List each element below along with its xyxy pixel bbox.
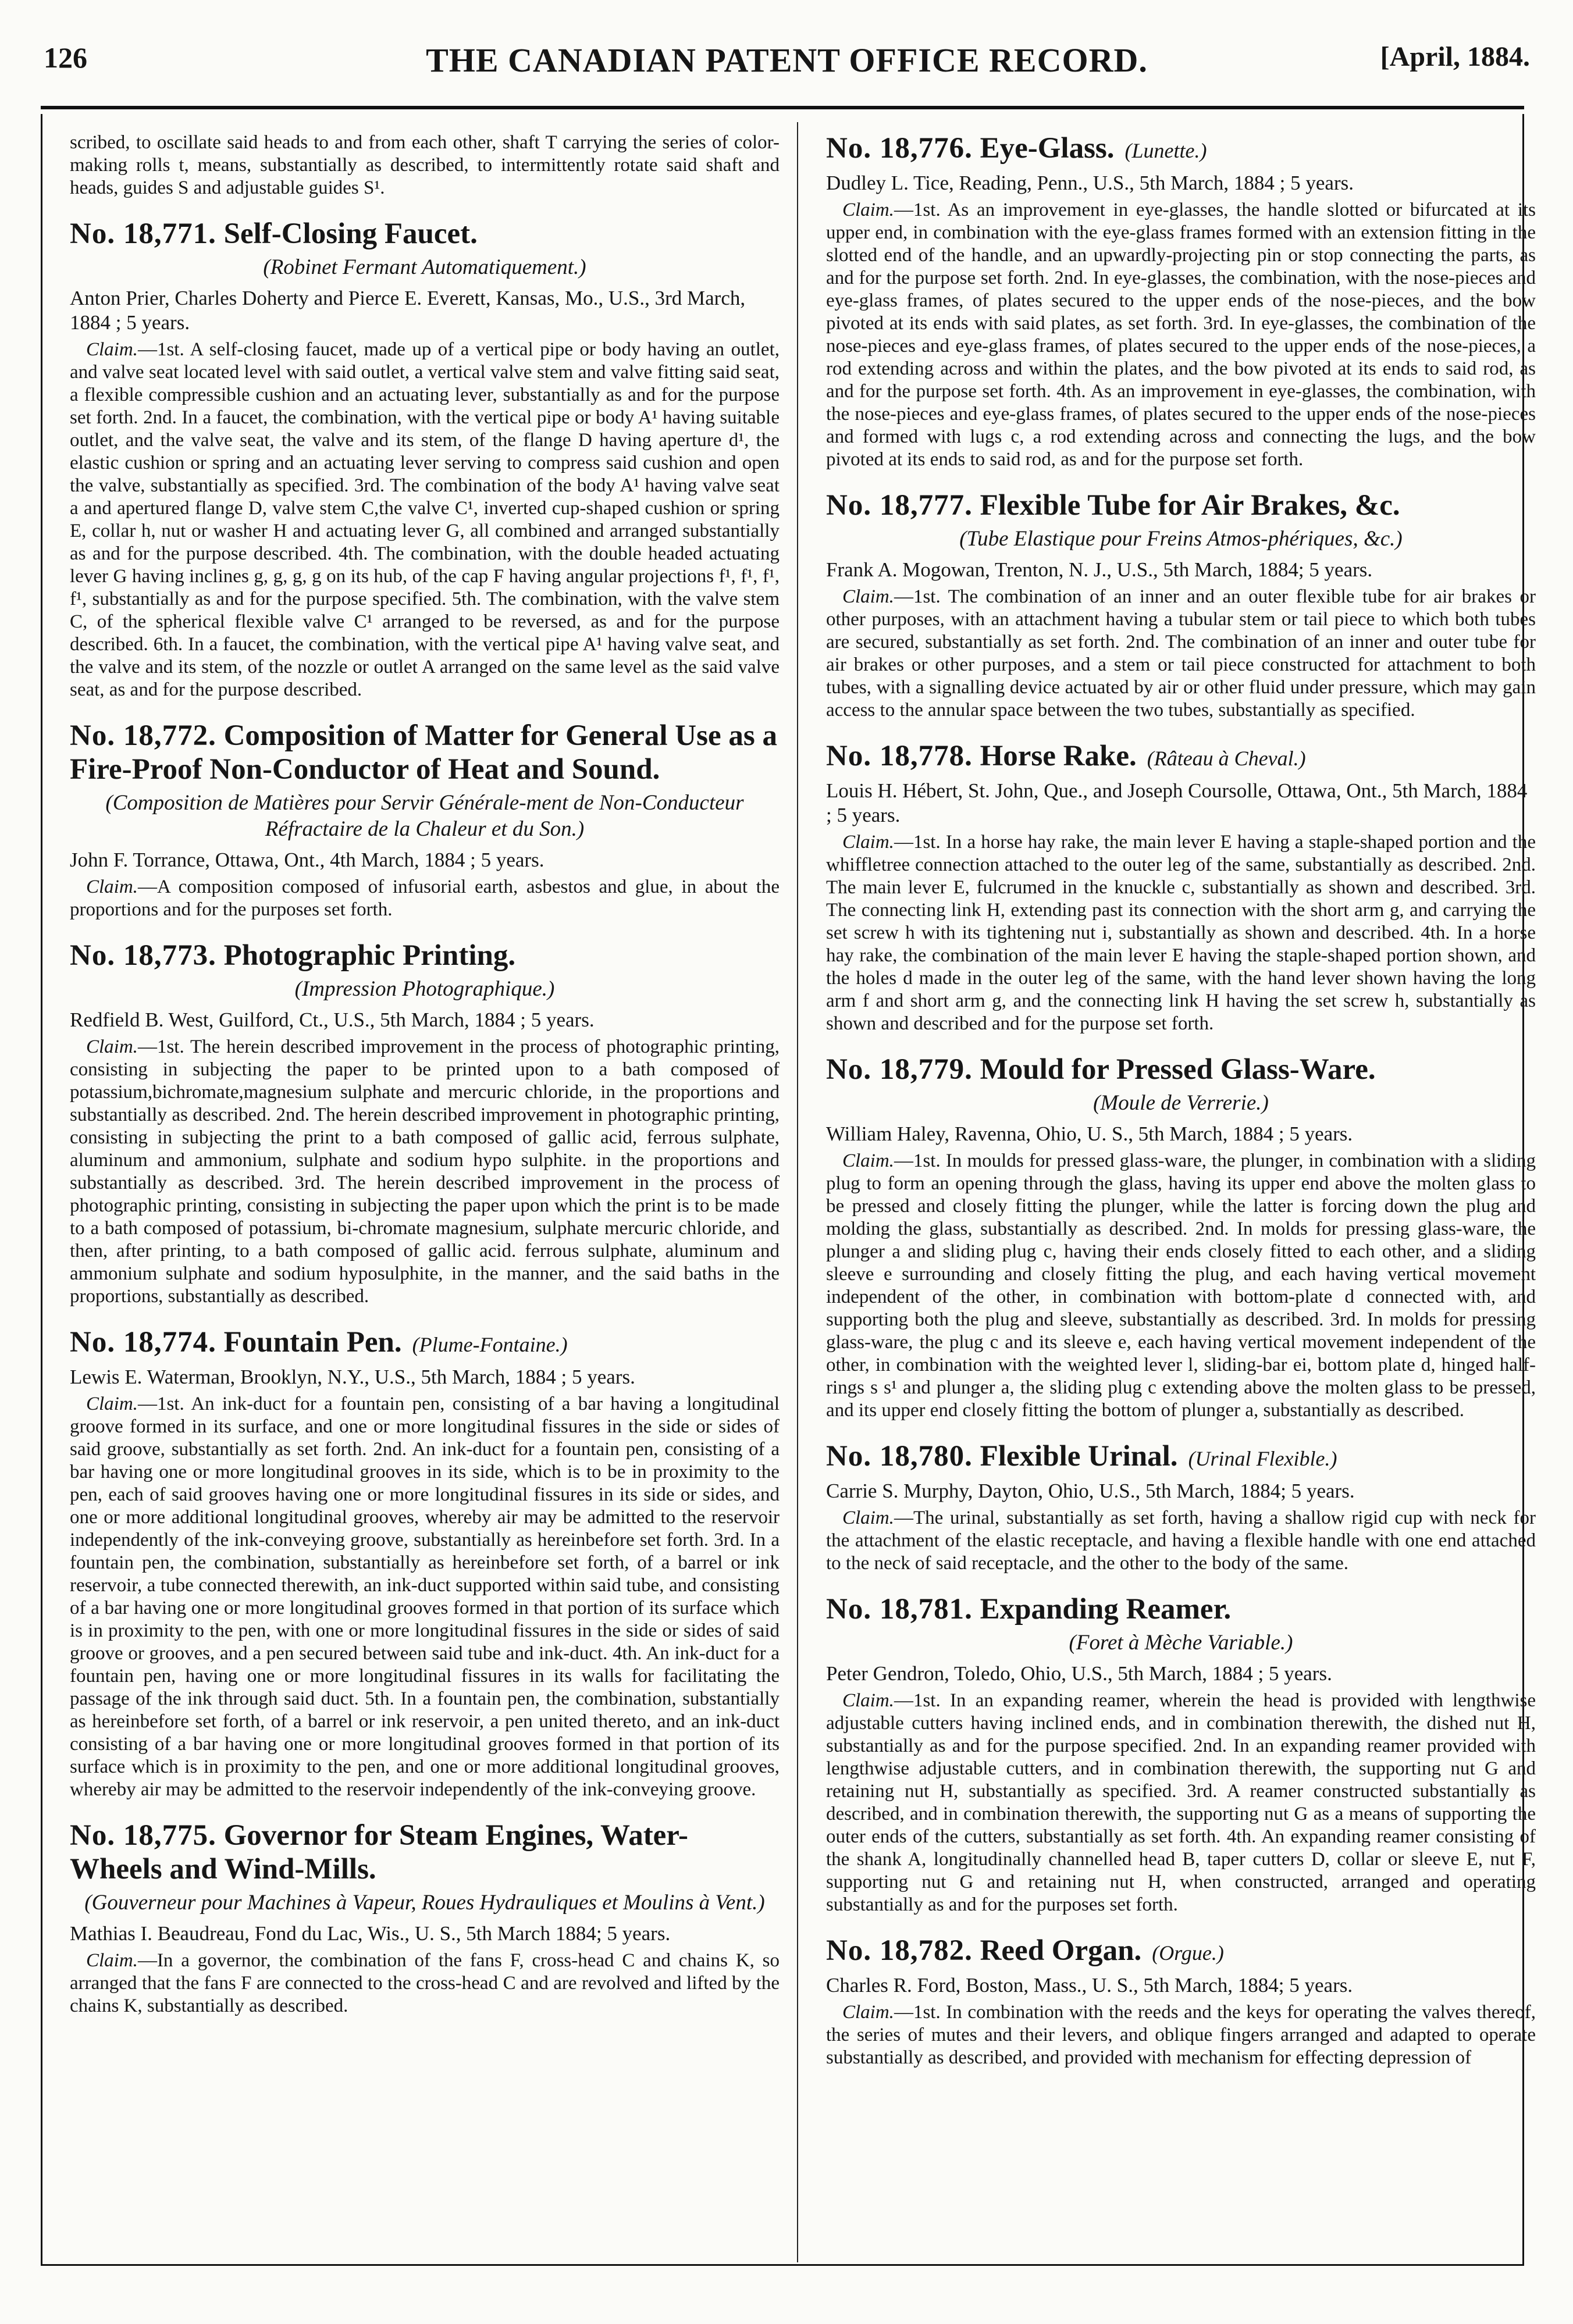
claim-body: —1st. In moulds for pressed glass-ware, the plunger, in combination with a sliding plug to form an opening through the glass, having its upper end above the molten glass to be pressed and closely fitting the plunger, while the latter is forcing down the plug and molding the glass, substantially as described. 2nd. In molds for pressing glass-ware, the plunger a and sliding plug c, having their ends closely fitted to each other, and a sliding sleeve e surrounding and closely fitting the plug, and each having vertical movement independent of the other, in combination with bottom-plate d connected with, and supporting both the plug and sleeve, substantially as described. 3rd. In molds for pressing glass-ware, the plug c and its sleeve e, each having vertical movement independent of the other, in combination with the weighted lever l, sliding-bar ei, bottom plate d, hinged half-rings s s¹ and plunger a, the sliding plug c extending above the molten glass to be pressed, and its upper end closely fitting the bottom of plunger a, substantially as described. — [826, 1150, 1536, 1421]
patent-entry — [826, 1439, 1536, 1575]
patent-entry — [826, 131, 1536, 471]
claim-body: —1st. In an expanding reamer, wherein the head is provided with lengthwise adjustable cutters having inclined ends, and in combination therewith, the dished nut H, substantially as and for the purpose specified. 2nd. In an expanding reamer provided with lengthwise adjustable cutters, and in combination therewith, the supporting nut G and retaining nut H, substantially as specified. 3rd. A reamer constructed substantially as described, and in combination therewith, the supporting nut G as a means of supporting the outer ends of the cutters, substantially as set forth. 4th. An expanding reamer consisting of the shank A, longitudinally channelled head B, taper cutters D, collar or sleeve E, nut F, supporting nut G and retaining nut H, when constructed, arranged and operating substantially as and for the purposes set forth. — [826, 1690, 1536, 1915]
claim-text — [70, 1393, 780, 1801]
left-column — [70, 131, 780, 2035]
patent-title: Flexible Tube for Air Brakes, &c. — [980, 489, 1400, 522]
inventor-line: Anton Prier, Charles Doherty and Pierce E. Everett, Kansas, Mo., U.S., 3rd March, 1884 ; 5 years. — [70, 287, 746, 334]
claim-body: —1st. An ink-duct for a fountain pen, consisting of a bar having a longitudinal groove formed in its surface, and one or more longitudinal fissures in the side or sides of said groove, substantially as set forth. 2nd. An ink-duct for a fountain pen, consisting of a bar having one or more longitudinal grooves in its side, which is to be in proximity to the pen, each of said grooves having one or more longitudinal fissures in its side or sides, and one or more additional longitudinal grooves, whereby air may be admitted to the reservoir independently of the ink-conveying groove, substantially as hereinbefore set forth. 3rd. In a fountain pen, the combination, substantially as hereinbefore set forth, of a barrel or ink reservoir, a tube connected therewith, an ink-duct supported within said tube, and consisting of a bar having one or more longitudinal grooves formed in that portion of its surface which is in proximity to the pen, with one or more longitudinal fissures in the side or sides of said groove or grooves, and a pen secured between said tube and ink-duct. 4th. An ink-duct for a fountain pen, having one or more longitudinal fissures in its walls for facilitating the passage of the ink through said duct. 5th. In a fountain pen, the combination, substantially as hereinbefore set forth, of a barrel or ink reservoir, a pen united thereto, and an ink-duct consisting of a bar having one or more longitudinal grooves formed in that portion of its surface which is in proximity to the pen, and one or more additional longitudinal grooves, whereby air may be admitted to the reservoir independently of the ink-conveying groove. — [70, 1393, 780, 1800]
inventor-line: Louis H. Hébert, St. John, Que., and Joseph Coursolle, Ottawa, Ont., 5th March, 1884 ; 5 years. — [826, 779, 1528, 826]
journal-title: THE CANADIAN PATENT OFFICE RECORD. — [426, 41, 1148, 79]
patent-entry — [70, 217, 780, 701]
claim-label: Claim. — [842, 1150, 894, 1171]
header-rule — [41, 106, 1524, 109]
patent-title: Photographic Printing. — [223, 939, 516, 972]
claim-label: Claim. — [842, 832, 894, 853]
patent-title: Reed Organ. — [980, 1934, 1142, 1967]
patent-number: No. 18,773. — [70, 939, 216, 972]
patent-entry — [826, 1934, 1536, 2069]
patent-number: No. 18,778. — [826, 740, 973, 772]
inventor-line: Dudley L. Tice, Reading, Penn., U.S., 5th March, 1884 ; 5 years. — [826, 172, 1354, 194]
french-title: (Robinet Fermant Automatiquement.) — [263, 255, 586, 279]
patent-number: No. 18,781. — [826, 1593, 973, 1626]
french-title: (Plume-Fontaine.) — [412, 1333, 568, 1356]
patent-heading — [70, 217, 780, 251]
continued-text: scribed, to oscillate said heads to and from each other, shaft T carrying the series of color-making rolls t, means, substantially as described, to intermittently rotate said shaft and heads, guides S and adjustable guides S¹. — [70, 132, 780, 198]
claim-body: —In a governor, the combination of the fans F, cross-head C and chains K, so arranged that the fans F are connected to the cross-head C and are revolved and lifted by the chains K, substantially as described. — [70, 1950, 780, 2016]
patent-title: Expanding Reamer. — [980, 1593, 1232, 1626]
french-title: (Orgue.) — [1152, 1941, 1224, 1965]
patent-entry — [826, 1592, 1536, 1916]
issue-date: [April, 1884. — [1380, 41, 1530, 72]
inventor-line: Lewis E. Waterman, Brooklyn, N.Y., U.S., 5th March, 1884 ; 5 years. — [70, 1366, 635, 1388]
patent-title: Governor for Steam Engines, Water-Wheels and Wind-Mills. — [70, 1819, 689, 1885]
patent-number: No. 18,776. — [826, 132, 973, 165]
patent-title: Horse Rake. — [980, 740, 1137, 772]
french-title: (Râteau à Cheval.) — [1147, 747, 1306, 770]
claim-label: Claim. — [86, 876, 138, 897]
french-title: (Foret à Mèche Variable.) — [1069, 1631, 1293, 1655]
inventor-line: Peter Gendron, Toledo, Ohio, U.S., 5th March, 1884 ; 5 years. — [826, 1662, 1332, 1685]
page-number: 126 — [44, 41, 87, 74]
claim-label: Claim. — [842, 586, 894, 607]
patent-heading — [826, 489, 1536, 522]
patent-heading — [826, 1439, 1536, 1475]
claim-text — [70, 876, 780, 921]
claim-text — [826, 1689, 1536, 1916]
patent-entry — [826, 489, 1536, 722]
patent-title: Flexible Urinal. — [980, 1440, 1178, 1473]
claim-text — [826, 586, 1536, 722]
patent-entry — [70, 719, 780, 921]
patent-entry — [70, 1819, 780, 2018]
patent-number: No. 18,775. — [70, 1819, 216, 1852]
inventor-line: Charles R. Ford, Boston, Mass., U. S., 5th March, 1884; 5 years. — [826, 1974, 1353, 1997]
french-title: (Tube Elastique pour Freins Atmos-phériques, &c.) — [959, 527, 1403, 551]
patent-title: Eye-Glass. — [980, 132, 1115, 165]
patent-number: No. 18,772. — [70, 719, 216, 752]
patent-heading — [826, 739, 1536, 775]
patent-heading — [826, 1934, 1536, 1970]
claim-label: Claim. — [86, 339, 138, 360]
patent-entry — [70, 1325, 780, 1801]
claim-text — [70, 338, 780, 701]
claim-text — [826, 1150, 1536, 1422]
claim-body: —1st. The herein described improvement in the process of photographic printing, consisting in subjecting the paper to be printed upon to a bath composed of potassium,bichromate,magnesium sulphate and mercuric chloride, in the proportions and substantially as described. 2nd. The herein described improvement in photographic printing, consisting in subjecting the print to a bath composed of gallic acid, ferrous sulphate, aluminum and ammonium, sulphate and sodium hypo sulphite. in the proportions and substantially as described. 3rd. The herein described improvement in the process of photographic printing, consisting in subjecting the paper upon which the print is to be made to a bath composed of potassium, bi-chromate magnesium, sulphate mercuric chloride, and then, after printing, to a bath composed of gallic acid. ferrous sulphate, aluminum and ammonium sulphate and sodium hyposulphite, in the manner, and the said baths in the proportions, substantially as described. — [70, 1036, 780, 1307]
patent-heading — [826, 1053, 1536, 1086]
patent-entry — [70, 939, 780, 1308]
claim-label: Claim. — [86, 1036, 138, 1057]
right-column — [826, 131, 1536, 2087]
claim-body: —1st. In a horse hay rake, the main lever E having a staple-shaped portion and the whiffletree connection attached to the outer leg of the same, substantially as described. 2nd. The main lever E, fulcrumed in the knuckle c, substantially as shown and described. 3rd. The connecting link H, extending past its connection with the short arm g, and carrying the set screw h with its tightening nut i, substantially as shown and described. 4th. In a horse hay rake, the combination of the main lever E having the staple-shaped portion shown, and the holes d made in the outer leg of the same, with the hand lever shown having the long arm f and short arm g, and the connecting link H having the set screw h, substantially as shown and described and for the purpose set forth. — [826, 832, 1536, 1034]
claim-label: Claim. — [842, 1690, 894, 1711]
patent-entry — [826, 1053, 1536, 1422]
claim-text — [826, 1507, 1536, 1575]
french-title: (Moule de Verrerie.) — [1093, 1091, 1269, 1115]
claim-body: —1st. As an improvement in eye-glasses, the handle slotted or bifurcated at its upper end, in combination with the eye-glass frames formed with an extension fitting in the slotted end of the handle, and an upwardly-projecting pin or stop connecting the parts, as and for the purpose set forth. 2nd. In eye-glasses, the combination, with the nose-pieces and eye-glass frames, of plates secured to the upper ends of the nose-pieces, and the bow pivoted at its ends with said plates, as set forth. 3rd. In eye-glasses, the combination of the nose-pieces and eye-glass frames, of plates secured to the upper ends of the nose-pieces, a rod extending across and within the plates, and the bow pivoted at its ends to said rod, as and for the purpose set forth. 4th. As an improvement in eye-glasses, the combination, with the nose-pieces and eye-glass frames, of plates secured to the upper ends of the nose-pieces and formed with lugs c, a rod extending across and connecting the lugs, and the bow pivoted at its ends to said rod, as and for the purpose set forth. — [826, 199, 1536, 470]
french-title: (Lunette.) — [1124, 139, 1207, 162]
claim-text — [70, 1036, 780, 1308]
patent-title: Fountain Pen. — [223, 1326, 402, 1359]
patent-number: No. 18,779. — [826, 1053, 973, 1086]
patent-heading — [70, 1819, 780, 1886]
patent-heading — [826, 131, 1536, 167]
claim-body: —1st. In combination with the reeds and the keys for operating the valves thereof, the series of mutes and their levers, and oblique fingers arranged and adapted to operate substantially as described, and provided with mechanism for effecting depression of — [826, 2002, 1536, 2068]
inventor-line: John F. Torrance, Ottawa, Ont., 4th March, 1884 ; 5 years. — [70, 849, 544, 871]
patent-number: No. 18,777. — [826, 489, 973, 522]
patent-entry — [826, 739, 1536, 1035]
claim-label: Claim. — [842, 1507, 894, 1528]
patent-heading — [826, 1592, 1536, 1626]
page-header — [44, 41, 1530, 93]
inventor-line: Mathias I. Beaudreau, Fond du Lac, Wis., U. S., 5th March 1884; 5 years. — [70, 1922, 671, 1945]
claim-body: —1st. A self-closing faucet, made up of a vertical pipe or body having an outlet, and valve seat located level with said outlet, a vertical valve stem and valve fitting said seat, a flexible compressible cushion and an actuating lever, substantially as and for the purpose set forth. 2nd. In a faucet, the combination, with the vertical pipe or body A¹ having suitable outlet, and the valve seat, the valve and its stem, of the flange D having aperture d¹, the elastic cushion or spring and an actuating lever serving to compress said cushion and open the valve, substantially as specified. 3rd. The combination of the body A¹ having valve seat a and apertured flange D, valve stem C,the valve C¹, inverted cup-shaped cushion or spring E, collar h, nut or washer H and actuating lever G, all combined and arranged substantially as and for the purpose described. 4th. The combination, with the double headed actuating lever G having inclines g, g, g, g on its hub, of the cap F having angular projections f¹, f¹, f¹, f¹, substantially as and for the purpose specified. 5th. The combination, with the valve stem C, of the spherical flexible valve C¹ arranged to be reversed, as and for the purpose described. 6th. In a faucet, the combination, with the vertical pipe A¹ having valve seat, and the valve and its stem, of the nozzle or outlet A arranged on the same level as the said valve seat, as and for the purpose described. — [70, 339, 780, 700]
claim-text — [826, 831, 1536, 1035]
patent-number: No. 18,782. — [826, 1934, 973, 1967]
french-title: (Impression Photographique.) — [294, 977, 555, 1001]
claim-text — [826, 2001, 1536, 2069]
french-title: (Gouverneur pour Machines à Vapeur, Roues Hydrauliques et Moulins à Vent.) — [84, 1891, 765, 1915]
claim-text — [826, 199, 1536, 471]
inventor-line: Redfield B. West, Guilford, Ct., U.S., 5th March, 1884 ; 5 years. — [70, 1008, 595, 1031]
patent-title: Self-Closing Faucet. — [223, 218, 478, 250]
claim-label: Claim. — [842, 2002, 894, 2023]
patent-title: Composition of Matter for General Use as a Fire-Proof Non-Conductor of Heat and Sound. — [70, 719, 777, 786]
claim-label: Claim. — [86, 1393, 138, 1414]
patent-heading — [70, 1325, 780, 1361]
patent-number: No. 18,774. — [70, 1326, 216, 1359]
inventor-line: William Haley, Ravenna, Ohio, U. S., 5th March, 1884 ; 5 years. — [826, 1122, 1353, 1145]
inventor-line: Carrie S. Murphy, Dayton, Ohio, U.S., 5th March, 1884; 5 years. — [826, 1480, 1355, 1502]
patent-heading — [70, 939, 780, 972]
claim-label: Claim. — [842, 199, 894, 220]
patent-number: No. 18,780. — [826, 1440, 973, 1473]
claim-text — [70, 1949, 780, 2018]
claim-body: —The urinal, substantially as set forth, having a shallow rigid cup with neck for the attachment of the elastic receptacle, and having a flexible handle with one end attached to the neck of said receptacle, and the other to the body of the same. — [826, 1507, 1536, 1574]
inventor-line: Frank A. Mogowan, Trenton, N. J., U.S., 5th March, 1884; 5 years. — [826, 558, 1373, 581]
claim-body: —A composition composed of infusorial earth, asbestos and glue, in about the proportions and for the purposes set forth. — [70, 876, 780, 920]
patent-title: Mould for Pressed Glass-Ware. — [980, 1053, 1376, 1086]
patent-heading — [70, 719, 780, 786]
claim-label: Claim. — [86, 1950, 138, 1971]
french-title: (Composition de Matières pour Servir Générale-ment de Non-Conducteur Réfractaire de la Chaleur et du Son.) — [105, 791, 744, 841]
column-divider — [797, 122, 798, 2262]
claim-body: —1st. The combination of an inner and an outer flexible tube for air brakes or other purposes, with an attachment having a tubular stem or tail piece to which both tubes are secured, substantially as set forth. 2nd. The combination of an inner and outer tube for air brakes or other purposes, and a stem or tail piece constructed for attachment to both tubes, with a signalling device actuated by air or other fluid under pressure, which may gain access to the annular space between the two tubes, substantially as specified. — [826, 586, 1536, 721]
french-title: (Urinal Flexible.) — [1188, 1447, 1337, 1470]
patent-number: No. 18,771. — [70, 218, 216, 250]
